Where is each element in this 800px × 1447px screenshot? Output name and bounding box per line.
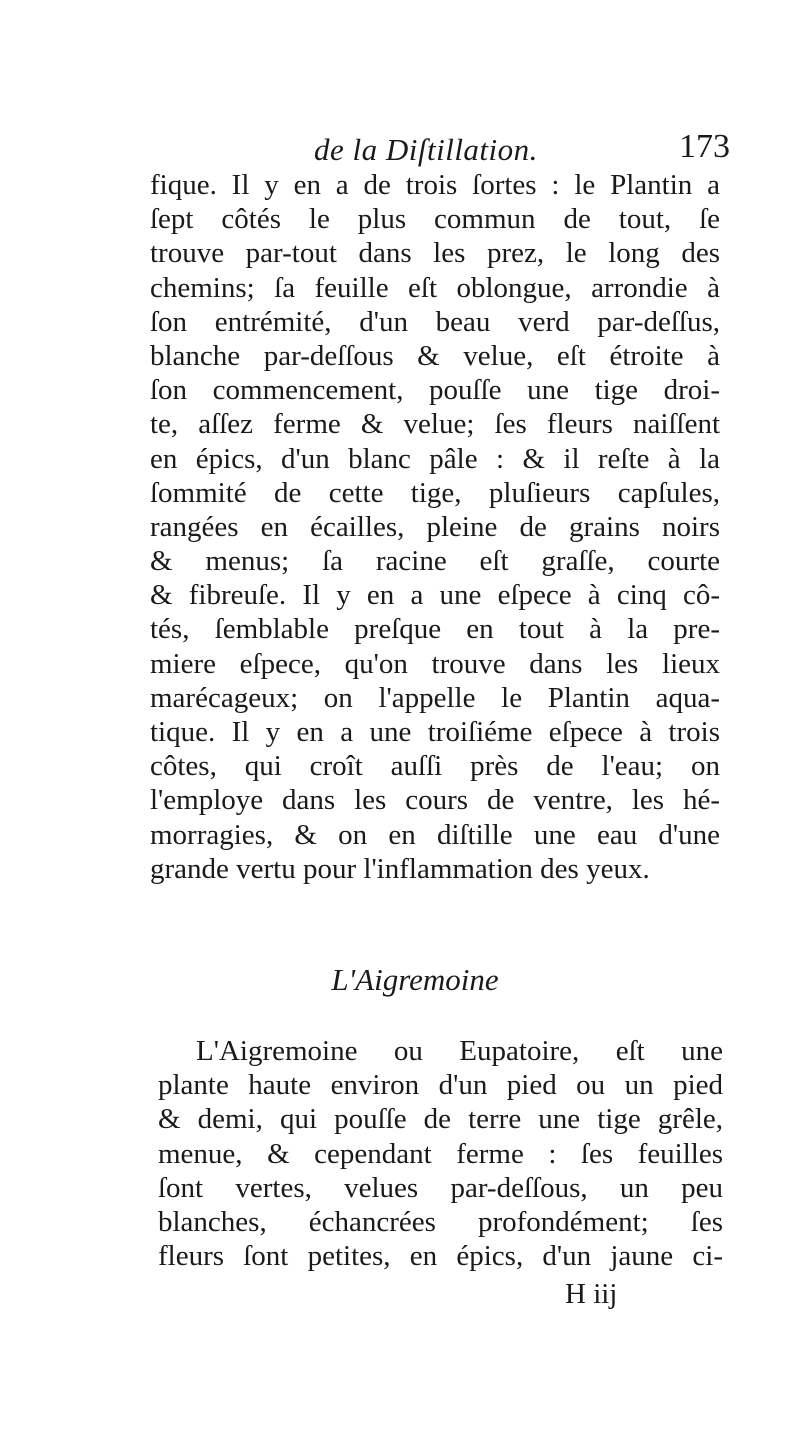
text-line: blanches, échancrées profondément; ſes	[158, 1205, 723, 1238]
text-line: blanche par-deſſous & velue, eſt étroite à	[150, 339, 720, 372]
text-line: & demi, qui pouſſe de terre une tige grêle,	[158, 1103, 723, 1136]
page-number: 173	[679, 128, 730, 165]
text-line: te, aſſez ferme & velue; ſes fleurs naiſſent	[150, 408, 720, 441]
running-title: de la Diſtillation.	[314, 132, 538, 167]
signature-mark: H iij	[565, 1278, 618, 1310]
page-header	[150, 128, 730, 168]
text-line: tés, ſemblable preſque en tout à la pre-	[150, 613, 720, 646]
text-line: menue, & cependant ferme : ſes feuilles	[158, 1137, 723, 1170]
text-line: ſon entrémité, d'un beau verd par-deſſus,	[150, 305, 720, 338]
text-line: morragies, & on en diſtille une eau d'une	[150, 818, 720, 851]
text-line: fique. Il y en a de trois ſortes : le Plantin a	[150, 169, 720, 201]
text-line: fleurs ſont petites, en épics, d'un jaune ci-	[158, 1240, 723, 1273]
text-line: ſept côtés le plus commun de tout, ſe	[150, 203, 720, 236]
text-line: grande vertu pour l'inflammation des yeux.	[150, 852, 650, 885]
text-line: miere eſpece, qu'on trouve dans les lieux	[150, 647, 720, 680]
paragraph-aigremoine	[158, 1034, 723, 1273]
text-line: ſon commencement, pouſſe une tige droi-	[150, 374, 720, 407]
text-line: ſommité de cette tige, pluſieurs capſules,	[150, 476, 720, 509]
text-line: L'Aigremoine ou Eupatoire, eſt une	[196, 1035, 723, 1067]
text-line: & fibreuſe. Il y en a une eſpece à cinq cô-	[150, 579, 720, 612]
text-line: rangées en écailles, pleine de grains noirs	[150, 510, 720, 543]
text-line: ſont vertes, velues par-deſſous, un peu	[158, 1171, 723, 1204]
section-heading: L'Aigremoine	[331, 962, 499, 997]
text-line: plante haute environ d'un pied ou un pied	[158, 1069, 723, 1102]
text-line: chemins; ſa feuille eſt oblongue, arrondie à	[150, 271, 720, 304]
text-line: l'employe dans les cours de ventre, les hé-	[150, 784, 720, 817]
text-line: trouve par-tout dans les prez, le long des	[150, 237, 720, 270]
text-line: côtes, qui croît auſſi près de l'eau; on	[150, 750, 720, 783]
text-line: tique. Il y en a une troiſiéme eſpece à trois	[150, 716, 720, 748]
paragraph-plantin	[150, 168, 720, 886]
text-line: en épics, d'un blanc pâle : & il reſte à la	[150, 442, 720, 475]
text-line: & menus; ſa racine eſt graſſe, courte	[150, 545, 720, 578]
text-line: marécageux; on l'appelle le Plantin aqua-	[150, 681, 720, 714]
